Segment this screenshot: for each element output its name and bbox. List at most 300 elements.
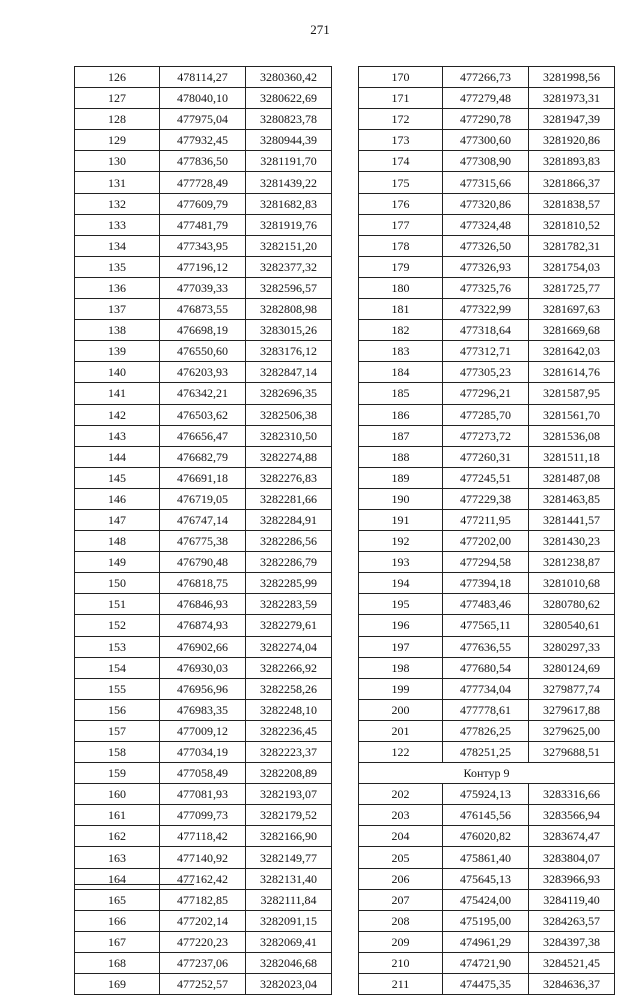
x-coordinate: 477162,42	[160, 868, 246, 889]
point-number: 172	[359, 109, 443, 130]
y-coordinate: 3282281,66	[246, 488, 332, 509]
point-number: 156	[75, 699, 160, 720]
table-row	[75, 974, 332, 995]
y-coordinate: 3281920,86	[529, 130, 615, 151]
y-coordinate: 3282149,77	[246, 847, 332, 868]
table-row	[359, 868, 615, 889]
x-coordinate: 476790,48	[160, 552, 246, 573]
y-coordinate: 3282258,26	[246, 678, 332, 699]
x-coordinate: 476550,60	[160, 341, 246, 362]
y-coordinate: 3280823,78	[246, 109, 332, 130]
y-coordinate: 3281973,31	[529, 88, 615, 109]
x-coordinate: 477140,92	[160, 847, 246, 868]
point-number: 185	[359, 383, 443, 404]
y-coordinate: 3279688,51	[529, 742, 615, 763]
table-row	[359, 88, 615, 109]
x-coordinate: 477326,50	[443, 235, 529, 256]
table-row	[75, 763, 332, 784]
y-coordinate: 3281614,76	[529, 362, 615, 383]
x-coordinate: 476020,82	[443, 826, 529, 847]
x-coordinate: 476698,19	[160, 320, 246, 341]
point-number: 173	[359, 130, 443, 151]
point-number: 186	[359, 404, 443, 425]
point-number: 144	[75, 446, 160, 467]
point-number: 176	[359, 193, 443, 214]
x-coordinate: 477343,95	[160, 235, 246, 256]
y-coordinate: 3281697,63	[529, 299, 615, 320]
x-coordinate: 477728,49	[160, 172, 246, 193]
x-coordinate: 477202,14	[160, 910, 246, 931]
x-coordinate: 476983,35	[160, 699, 246, 720]
table-row	[359, 699, 615, 720]
point-number: 179	[359, 256, 443, 277]
x-coordinate: 477202,00	[443, 531, 529, 552]
x-coordinate: 477034,19	[160, 742, 246, 763]
table-row	[359, 446, 615, 467]
y-coordinate: 3282046,68	[246, 952, 332, 973]
x-coordinate: 477196,12	[160, 256, 246, 277]
table-row	[359, 383, 615, 404]
table-row	[359, 467, 615, 488]
point-number: 210	[359, 952, 443, 973]
x-coordinate: 477322,99	[443, 299, 529, 320]
y-coordinate: 3282193,07	[246, 784, 332, 805]
x-coordinate: 478114,27	[160, 67, 246, 88]
y-coordinate: 3281536,08	[529, 425, 615, 446]
point-number: 142	[75, 404, 160, 425]
point-number: 177	[359, 214, 443, 235]
y-coordinate: 3279625,00	[529, 720, 615, 741]
x-coordinate: 477273,72	[443, 425, 529, 446]
table-row	[75, 151, 332, 172]
point-number: 150	[75, 573, 160, 594]
y-coordinate: 3279877,74	[529, 678, 615, 699]
y-coordinate: 3283804,07	[529, 847, 615, 868]
table-row	[75, 952, 332, 973]
point-number: 158	[75, 742, 160, 763]
y-coordinate: 3283316,66	[529, 784, 615, 805]
point-number: 198	[359, 657, 443, 678]
y-coordinate: 3282284,91	[246, 509, 332, 530]
y-coordinate: 3280297,33	[529, 636, 615, 657]
x-coordinate: 477099,73	[160, 805, 246, 826]
point-number: 205	[359, 847, 443, 868]
y-coordinate: 3280780,62	[529, 594, 615, 615]
table-row	[75, 678, 332, 699]
table-row	[75, 826, 332, 847]
point-number: 170	[359, 67, 443, 88]
y-coordinate: 3282274,88	[246, 446, 332, 467]
table-row	[75, 109, 332, 130]
y-coordinate: 3283015,26	[246, 320, 332, 341]
table-row	[75, 636, 332, 657]
table-row	[359, 172, 615, 193]
point-number: 175	[359, 172, 443, 193]
x-coordinate: 476818,75	[160, 573, 246, 594]
point-number: 181	[359, 299, 443, 320]
point-number: 196	[359, 615, 443, 636]
x-coordinate: 476682,79	[160, 446, 246, 467]
x-coordinate: 477836,50	[160, 151, 246, 172]
y-coordinate: 3284263,57	[529, 910, 615, 931]
footnote-rule	[74, 884, 194, 885]
coordinates-table-left	[74, 66, 332, 995]
x-coordinate: 477039,33	[160, 277, 246, 298]
table-row	[359, 425, 615, 446]
y-coordinate: 3282151,20	[246, 235, 332, 256]
point-number: 153	[75, 636, 160, 657]
contour-header-row	[359, 763, 615, 784]
y-coordinate: 3281919,76	[246, 214, 332, 235]
x-coordinate: 477260,31	[443, 446, 529, 467]
y-coordinate: 3282283,59	[246, 594, 332, 615]
y-coordinate: 3283176,12	[246, 341, 332, 362]
table-row	[359, 784, 615, 805]
point-number: 145	[75, 467, 160, 488]
y-coordinate: 3282285,99	[246, 573, 332, 594]
y-coordinate: 3282208,89	[246, 763, 332, 784]
x-coordinate: 477290,78	[443, 109, 529, 130]
y-coordinate: 3282276,83	[246, 467, 332, 488]
point-number: 174	[359, 151, 443, 172]
table-row	[75, 404, 332, 425]
y-coordinate: 3281430,23	[529, 531, 615, 552]
point-number: 149	[75, 552, 160, 573]
x-coordinate: 476874,93	[160, 615, 246, 636]
table-row	[359, 805, 615, 826]
table-row	[359, 214, 615, 235]
x-coordinate: 475645,13	[443, 868, 529, 889]
x-coordinate: 477182,85	[160, 889, 246, 910]
table-row	[359, 742, 615, 763]
table-row	[75, 320, 332, 341]
x-coordinate: 478040,10	[160, 88, 246, 109]
point-number: 157	[75, 720, 160, 741]
y-coordinate: 3282847,14	[246, 362, 332, 383]
x-coordinate: 476930,03	[160, 657, 246, 678]
table-row	[359, 678, 615, 699]
point-number: 192	[359, 531, 443, 552]
x-coordinate: 477266,73	[443, 67, 529, 88]
point-number: 206	[359, 868, 443, 889]
x-coordinate: 477778,61	[443, 699, 529, 720]
table-row	[75, 256, 332, 277]
table-row	[75, 552, 332, 573]
x-coordinate: 474721,90	[443, 952, 529, 973]
x-coordinate: 477308,90	[443, 151, 529, 172]
point-number: 130	[75, 151, 160, 172]
table-row	[359, 488, 615, 509]
table-row	[75, 720, 332, 741]
table-row	[359, 109, 615, 130]
table-row	[75, 889, 332, 910]
y-coordinate: 3283966,93	[529, 868, 615, 889]
y-coordinate: 3281487,08	[529, 467, 615, 488]
y-coordinate: 3282111,84	[246, 889, 332, 910]
y-coordinate: 3282286,79	[246, 552, 332, 573]
x-coordinate: 476656,47	[160, 425, 246, 446]
x-coordinate: 476145,56	[443, 805, 529, 826]
point-number: 152	[75, 615, 160, 636]
table-row	[359, 657, 615, 678]
y-coordinate: 3281439,22	[246, 172, 332, 193]
table-row	[75, 784, 332, 805]
table-row	[75, 341, 332, 362]
point-number: 189	[359, 467, 443, 488]
y-coordinate: 3282310,50	[246, 425, 332, 446]
point-number: 148	[75, 531, 160, 552]
point-number: 162	[75, 826, 160, 847]
point-number: 171	[359, 88, 443, 109]
table-row	[75, 467, 332, 488]
x-coordinate: 477312,71	[443, 341, 529, 362]
point-number: 163	[75, 847, 160, 868]
y-coordinate: 3282131,40	[246, 868, 332, 889]
point-number: 151	[75, 594, 160, 615]
point-number: 135	[75, 256, 160, 277]
table-row	[359, 636, 615, 657]
x-coordinate: 475924,13	[443, 784, 529, 805]
y-coordinate: 3284397,38	[529, 931, 615, 952]
x-coordinate: 477300,60	[443, 130, 529, 151]
x-coordinate: 477975,04	[160, 109, 246, 130]
table-row	[359, 720, 615, 741]
x-coordinate: 477279,48	[443, 88, 529, 109]
point-number: 200	[359, 699, 443, 720]
x-coordinate: 476775,38	[160, 531, 246, 552]
y-coordinate: 3281238,87	[529, 552, 615, 573]
y-coordinate: 3282179,52	[246, 805, 332, 826]
table-row	[359, 594, 615, 615]
point-number: 136	[75, 277, 160, 298]
y-coordinate: 3282069,41	[246, 931, 332, 952]
x-coordinate: 477394,18	[443, 573, 529, 594]
table-row	[359, 362, 615, 383]
table-row	[359, 235, 615, 256]
x-coordinate: 477320,86	[443, 193, 529, 214]
x-coordinate: 477305,23	[443, 362, 529, 383]
x-coordinate: 477009,12	[160, 720, 246, 741]
y-coordinate: 3282377,32	[246, 256, 332, 277]
point-number: 202	[359, 784, 443, 805]
point-number: 139	[75, 341, 160, 362]
y-coordinate: 3282236,45	[246, 720, 332, 741]
point-number: 132	[75, 193, 160, 214]
x-coordinate: 477680,54	[443, 657, 529, 678]
table-row	[359, 130, 615, 151]
point-number: 178	[359, 235, 443, 256]
y-coordinate: 3279617,88	[529, 699, 615, 720]
x-coordinate: 477081,93	[160, 784, 246, 805]
y-coordinate: 3280360,42	[246, 67, 332, 88]
y-coordinate: 3282248,10	[246, 699, 332, 720]
table-row	[75, 805, 332, 826]
table-row	[359, 193, 615, 214]
y-coordinate: 3280540,61	[529, 615, 615, 636]
y-coordinate: 3282808,98	[246, 299, 332, 320]
y-coordinate: 3282223,37	[246, 742, 332, 763]
point-number: 197	[359, 636, 443, 657]
table-row	[75, 383, 332, 404]
point-number: 190	[359, 488, 443, 509]
table-row	[75, 193, 332, 214]
x-coordinate: 477220,23	[160, 931, 246, 952]
point-number: 137	[75, 299, 160, 320]
y-coordinate: 3283674,47	[529, 826, 615, 847]
y-coordinate: 3282506,38	[246, 404, 332, 425]
x-coordinate: 477252,57	[160, 974, 246, 995]
point-number: 146	[75, 488, 160, 509]
point-number: 159	[75, 763, 160, 784]
point-number: 140	[75, 362, 160, 383]
point-number: 122	[359, 742, 443, 763]
x-coordinate: 477481,79	[160, 214, 246, 235]
point-number: 169	[75, 974, 160, 995]
table-row	[359, 341, 615, 362]
table-row	[75, 299, 332, 320]
table-row	[75, 657, 332, 678]
table-row	[75, 742, 332, 763]
point-number: 211	[359, 974, 443, 995]
y-coordinate: 3281782,31	[529, 235, 615, 256]
table-row	[75, 931, 332, 952]
y-coordinate: 3280124,69	[529, 657, 615, 678]
point-number: 167	[75, 931, 160, 952]
point-number: 143	[75, 425, 160, 446]
table-row	[359, 404, 615, 425]
x-coordinate: 476902,66	[160, 636, 246, 657]
y-coordinate: 3281810,52	[529, 214, 615, 235]
point-number: 182	[359, 320, 443, 341]
point-number: 127	[75, 88, 160, 109]
point-number: 129	[75, 130, 160, 151]
x-coordinate: 477118,42	[160, 826, 246, 847]
point-number: 183	[359, 341, 443, 362]
table-row	[359, 151, 615, 172]
table-row	[359, 826, 615, 847]
y-coordinate: 3281754,03	[529, 256, 615, 277]
contour-label: Контур 9	[359, 763, 615, 784]
point-number: 160	[75, 784, 160, 805]
x-coordinate: 475424,00	[443, 889, 529, 910]
table-row	[75, 88, 332, 109]
table-row	[359, 573, 615, 594]
y-coordinate: 3282696,35	[246, 383, 332, 404]
table-row	[359, 509, 615, 530]
point-number: 207	[359, 889, 443, 910]
y-coordinate: 3281998,56	[529, 67, 615, 88]
page-number: 271	[310, 22, 330, 37]
point-number: 164	[75, 868, 160, 889]
table-row	[359, 320, 615, 341]
table-row	[75, 277, 332, 298]
x-coordinate: 477294,58	[443, 552, 529, 573]
x-coordinate: 477734,04	[443, 678, 529, 699]
x-coordinate: 477826,25	[443, 720, 529, 741]
x-coordinate: 477932,45	[160, 130, 246, 151]
x-coordinate: 477325,76	[443, 277, 529, 298]
x-coordinate: 477483,46	[443, 594, 529, 615]
y-coordinate: 3281838,57	[529, 193, 615, 214]
x-coordinate: 477326,93	[443, 256, 529, 277]
y-coordinate: 3282166,90	[246, 826, 332, 847]
point-number: 168	[75, 952, 160, 973]
table-row	[359, 256, 615, 277]
x-coordinate: 477237,06	[160, 952, 246, 973]
y-coordinate: 3282023,04	[246, 974, 332, 995]
y-coordinate: 3284521,45	[529, 952, 615, 973]
point-number: 208	[359, 910, 443, 931]
table-row	[75, 362, 332, 383]
table-row	[75, 573, 332, 594]
x-coordinate: 477315,66	[443, 172, 529, 193]
point-number: 191	[359, 509, 443, 530]
x-coordinate: 477318,64	[443, 320, 529, 341]
point-number: 147	[75, 509, 160, 530]
y-coordinate: 3281561,70	[529, 404, 615, 425]
x-coordinate: 477324,48	[443, 214, 529, 235]
y-coordinate: 3281947,39	[529, 109, 615, 130]
table-row	[359, 931, 615, 952]
y-coordinate: 3280622,69	[246, 88, 332, 109]
table-row	[75, 130, 332, 151]
point-number: 131	[75, 172, 160, 193]
table-row	[75, 531, 332, 552]
x-coordinate: 477211,95	[443, 509, 529, 530]
x-coordinate: 474961,29	[443, 931, 529, 952]
table-row	[359, 952, 615, 973]
y-coordinate: 3280944,39	[246, 130, 332, 151]
point-number: 154	[75, 657, 160, 678]
table-row	[75, 847, 332, 868]
y-coordinate: 3281642,03	[529, 341, 615, 362]
x-coordinate: 477565,11	[443, 615, 529, 636]
point-number: 201	[359, 720, 443, 741]
point-number: 141	[75, 383, 160, 404]
point-number: 187	[359, 425, 443, 446]
y-coordinate: 3281463,85	[529, 488, 615, 509]
x-coordinate: 477058,49	[160, 763, 246, 784]
table-row	[75, 214, 332, 235]
table-row	[75, 868, 332, 889]
point-number: 128	[75, 109, 160, 130]
x-coordinate: 477296,21	[443, 383, 529, 404]
table-row	[75, 425, 332, 446]
point-number: 133	[75, 214, 160, 235]
table-row	[75, 488, 332, 509]
point-number: 184	[359, 362, 443, 383]
point-number: 199	[359, 678, 443, 699]
x-coordinate: 476691,18	[160, 467, 246, 488]
point-number: 165	[75, 889, 160, 910]
table-row	[75, 594, 332, 615]
y-coordinate: 3283566,94	[529, 805, 615, 826]
x-coordinate: 476342,21	[160, 383, 246, 404]
point-number: 166	[75, 910, 160, 931]
table-row	[359, 847, 615, 868]
y-coordinate: 3282286,56	[246, 531, 332, 552]
table-row	[359, 531, 615, 552]
x-coordinate: 477609,79	[160, 193, 246, 214]
y-coordinate: 3281441,57	[529, 509, 615, 530]
table-row	[75, 172, 332, 193]
x-coordinate: 477636,55	[443, 636, 529, 657]
x-coordinate: 476747,14	[160, 509, 246, 530]
table-row	[359, 277, 615, 298]
point-number: 204	[359, 826, 443, 847]
x-coordinate: 475861,40	[443, 847, 529, 868]
x-coordinate: 475195,00	[443, 910, 529, 931]
